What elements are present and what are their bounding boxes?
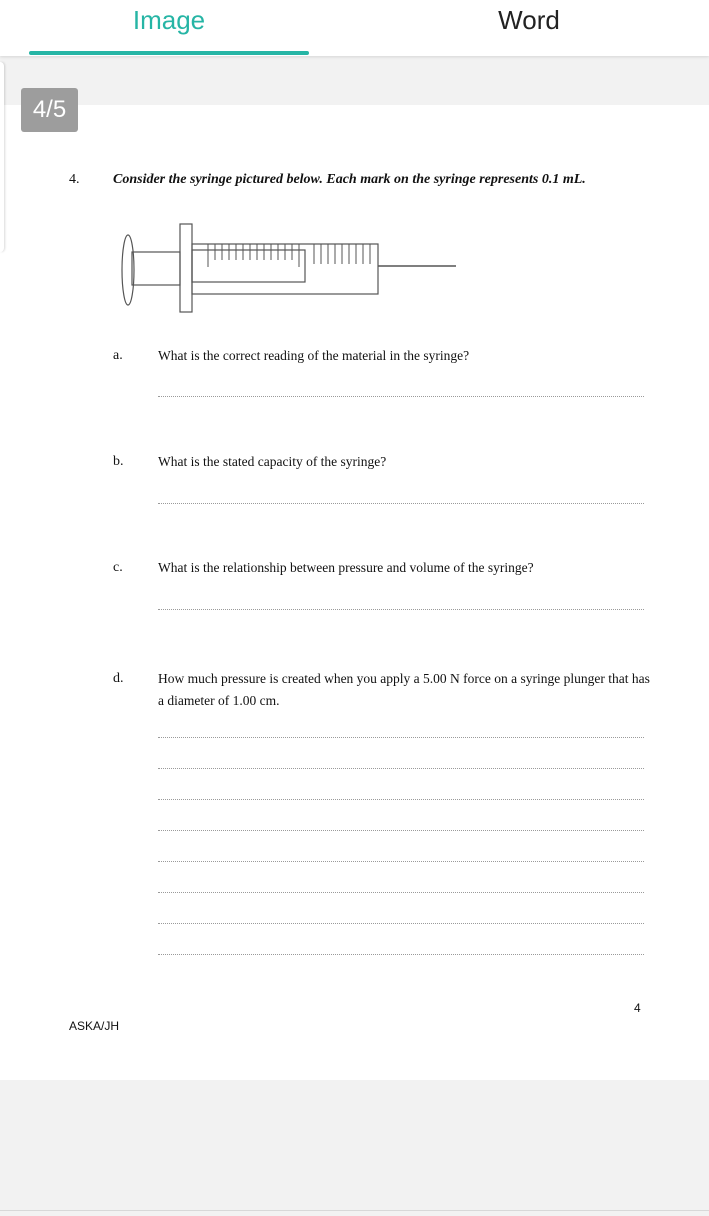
page-number: 4	[634, 1001, 641, 1015]
tab-word[interactable]: Word	[498, 5, 560, 35]
footer-text: ASKA/JH	[69, 1019, 120, 1033]
answer-line-d-6	[158, 892, 644, 893]
subquestion-c-letter: c.	[113, 560, 123, 575]
subquestion-b-text: What is the stated capacity of the syringe?	[158, 454, 387, 469]
page-indicator-badge: 4/5	[21, 88, 78, 132]
side-drawer-handle[interactable]	[0, 62, 4, 252]
subquestion-c-text: What is the relationship between pressure and volume of the syringe?	[158, 560, 534, 575]
answer-line-d-5	[158, 861, 644, 862]
subquestion-a-text: What is the correct reading of the material in the syringe?	[158, 348, 470, 363]
answer-line-d-4	[158, 830, 644, 831]
answer-line-c	[158, 609, 644, 610]
subquestion-d-letter: d.	[113, 671, 124, 686]
answer-line-d-8	[158, 954, 644, 955]
answer-line-b	[158, 503, 644, 504]
subquestion-d-text: How much pressure is created when you apply a 5.00 N force on a syringe plunger that has a diameter of 1.00 cm.	[158, 671, 650, 708]
subquestion-a-letter: a.	[113, 348, 123, 363]
answer-line-d-2	[158, 768, 644, 769]
syringe-diagram	[118, 222, 460, 316]
question-text: Consider the syringe pictured below. Each mark on the syringe represents 0.1 mL.	[113, 172, 586, 187]
active-tab-indicator	[29, 51, 309, 55]
answer-line-d-1	[158, 737, 644, 738]
answer-line-a	[158, 396, 644, 397]
tab-image[interactable]: Image	[132, 5, 206, 35]
answer-line-d-3	[158, 799, 644, 800]
answer-line-d-7	[158, 923, 644, 924]
question-number: 4.	[69, 172, 80, 187]
subquestion-b-letter: b.	[113, 454, 124, 469]
bottom-divider	[0, 1210, 709, 1211]
view-tab-bar	[0, 0, 709, 56]
